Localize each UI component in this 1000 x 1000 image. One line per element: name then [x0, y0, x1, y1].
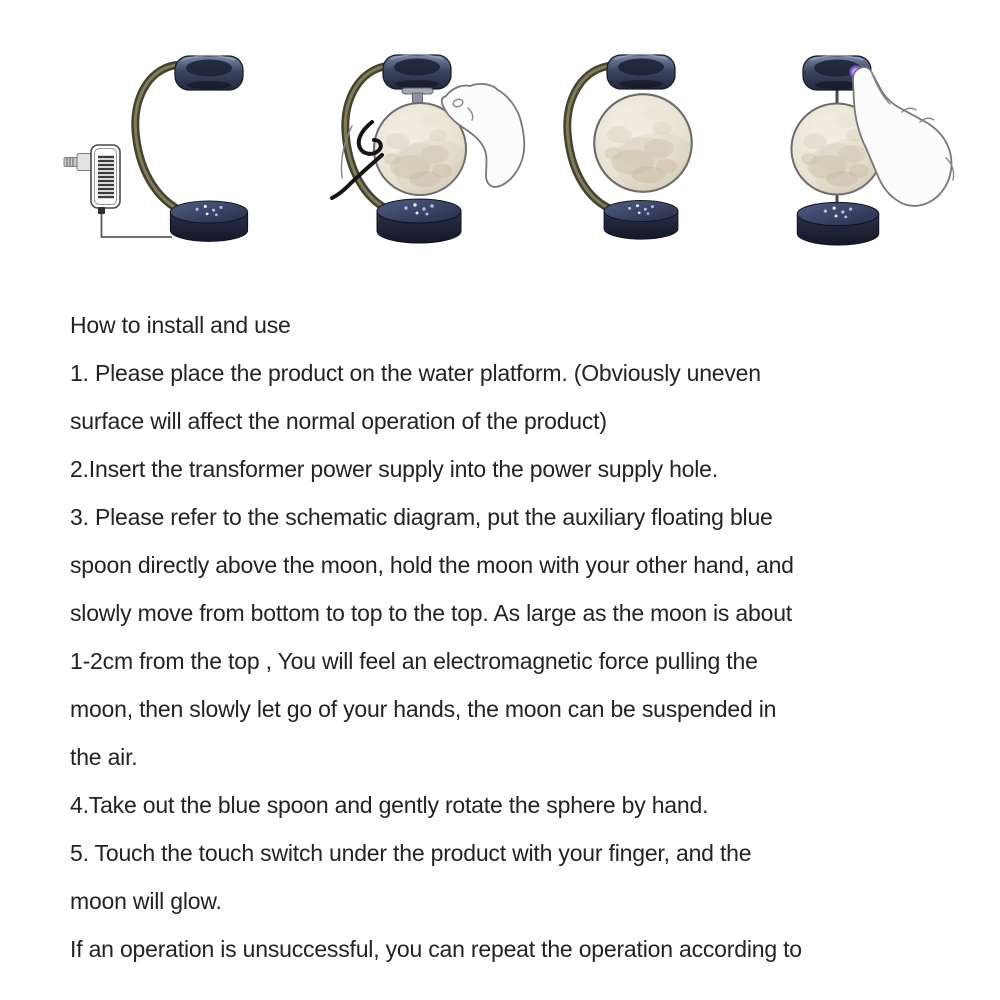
instructions-text [70, 301, 950, 973]
illustration-step-levitating [567, 55, 700, 240]
pointing-finger-hand [853, 67, 954, 206]
illustration-step-install-moon [332, 55, 524, 244]
plug-neck [77, 154, 91, 171]
lamp-base [170, 201, 247, 241]
instruction-line: 1-2cm from the top , You will feel an electromagnetic force pulling the [70, 648, 758, 674]
electromagnet-disc [607, 55, 675, 90]
illustration-row [0, 0, 1000, 270]
instruction-line: 3. Please refer to the schematic diagram, put the auxiliary floating blue [70, 504, 773, 530]
instructions-title: How to install and use [70, 312, 291, 338]
illustration-step-plug-power [64, 56, 248, 242]
lamp-base [604, 200, 678, 239]
electromagnet-disc [383, 55, 451, 90]
instruction-line: If an operation is unsuccessful, you can repeat the operation according to [70, 936, 802, 962]
lamp-base [377, 199, 461, 243]
lamp-base [797, 202, 878, 245]
instruction-line: surface will affect the normal operation of the product) [70, 408, 607, 434]
instruction-line: 5. Touch the touch switch under the product with your finger, and the [70, 840, 752, 866]
instruction-line: moon, then slowly let go of your hands, the moon can be suspended in [70, 696, 777, 722]
instruction-line: moon will glow. [70, 888, 222, 914]
instruction-line: 4.Take out the blue spoon and gently rotate the sphere by hand. [70, 792, 709, 818]
power-wire [102, 214, 173, 237]
moon-sphere [594, 94, 700, 196]
left-hand-grip [332, 122, 382, 198]
instruction-line: 2.Insert the transformer power supply into the power supply hole. [70, 456, 718, 482]
illustration-step-touch-switch [791, 56, 953, 246]
instruction-line: the air. [70, 744, 138, 770]
instruction-line: spoon directly above the moon, hold the moon with your other hand, and [70, 552, 794, 578]
instruction-line: slowly move from bottom to top to the top. As large as the moon is about [70, 600, 792, 626]
instruction-line: 1. Please place the product on the water platform. (Obviously uneven [70, 360, 761, 386]
electromagnet-disc [175, 56, 243, 91]
